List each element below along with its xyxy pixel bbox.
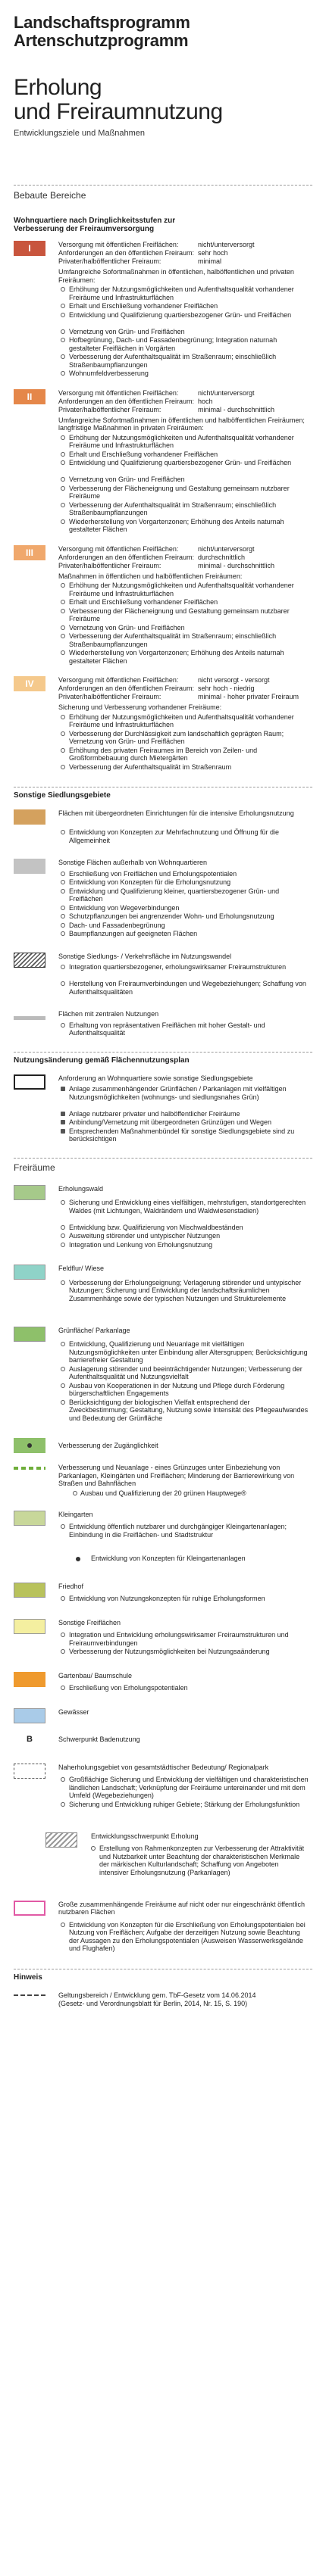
bullet-icon [61, 748, 65, 753]
level-row-key: Versorgung mit öffentlichen Freiflächen: [58, 676, 179, 684]
level-item: Vernetzung von Grün- und Freiflächen [69, 476, 185, 483]
sonstige-item: Integration quartiersbezogener, erholungswirksamer Freiraumstrukturen [69, 963, 287, 971]
sonstige-item: Entwicklung und Qualifizierung kleiner, quartiersbezogener Grün- und Freiflächen [69, 887, 280, 903]
greenway-line-icon [14, 1467, 45, 1470]
nutzung-item: Entsprechenden Maßnahmenbündel für sonstige Siedlungsgebiete sind zu berücksichtigen [69, 1127, 295, 1143]
bullet-icon [61, 731, 65, 736]
level-row [58, 257, 221, 266]
arrow-bullet-icon [76, 1557, 80, 1561]
zugang-dot-icon [27, 1443, 32, 1448]
bullet-icon [61, 583, 65, 588]
level-row-value: nicht/unterversorgt [198, 241, 255, 248]
freiraum-item: Auslagerung störender und beeinträchtigender Nutzungen; Verbesserung der Aufenthaltsqualität und Nutzungsvielfalt [69, 1364, 302, 1380]
freiraum2-item: Großflächige Sicherung und Entwicklung der vielfältigen und charakteristischen ländlichen Landschaft; Verknüpfung der Freiräume untereinander und mit dem Umfeld (Wegebeziehungen) [69, 1776, 309, 1799]
level-row-value: nicht versorgt - versorgt [198, 676, 270, 684]
bullet-icon [61, 1367, 65, 1371]
divider [14, 1052, 312, 1053]
divider [14, 185, 312, 186]
bullet-icon [61, 1342, 65, 1346]
bullet-icon [61, 880, 65, 884]
freiraum2-item: Entwicklung öffentlich nutzbarer und durchgängiger Kleingartenanlagen; Einbindung in die Freiflächen- und Stadtstruktur [69, 1523, 287, 1539]
level-item: Verbesserung der Flächeneignung und Gestaltung gemeinsam nutzbarer Freiräume [69, 607, 290, 622]
level-item: Wiederherstellung von Vorgartenzonen; Erhöhung des Anteils naturnah gestalteter Flächen [69, 649, 284, 665]
freiraum2-title: Gewässer [58, 1707, 89, 1716]
freiraum-item: Ausweitung störender und untypischer Nutzungen [69, 1232, 221, 1240]
level-item: Wiederherstellung von Vorgartenzonen; Erhöhung des Anteils naturnah gestalteter Flächen [69, 517, 284, 533]
freiraum2-item: Verbesserung der Nutzungsmöglichkeiten bei Nutzungsaänderung [69, 1648, 270, 1655]
bullet-icon [61, 1633, 65, 1637]
nutzung-swatch [14, 1074, 45, 1090]
freiraum2-item: Erschließung von Erholungspotentialen [69, 1684, 188, 1692]
level-row [58, 249, 228, 257]
level-intro: Umfangreiche Sofortmaßnahmen in öffentlichen und halböffentlichen Freiräumen; langfristige Maßnahmen in privaten Freiräumen: [58, 416, 305, 432]
level-item: Vernetzung von Grün- und Freiflächen [69, 327, 185, 335]
wohnquartiere-heading-2: Verbesserung der Freiraumversorgung [14, 225, 155, 233]
level-intro: Sicherung und Verbesserung vorhandener Freiräume: [58, 703, 222, 711]
bath-b-icon: B [27, 1735, 33, 1744]
bullet-icon [73, 1491, 77, 1495]
freiraum2-title: Sonstige Freiflächen [58, 1618, 121, 1626]
bullet-icon [61, 830, 65, 834]
level-item: Verbesserung der Aufenthaltsqualität im Straßenraum; einschließlich Straßenbaumpflanzungen [69, 353, 277, 369]
level-item: Erhalt und Erschließung vorhandener Freiflächen [69, 302, 218, 310]
freiraum2-swatch [14, 1583, 45, 1598]
bullet-icon [61, 1649, 65, 1654]
bullet-icon [61, 625, 65, 630]
level-row [58, 398, 213, 406]
sonstige-swatch [14, 1016, 45, 1020]
level-item: Verbesserung der Aufenthaltsqualität im Straßenraum [69, 763, 232, 771]
level-item: Erhöhung des privaten Freiraumes im Bereich von Zeilen- und Großformbebauung durch Mietergärten [69, 746, 258, 762]
nutzung-item: Anbindung/Vernetzung mit übergeordneten Grünzügen und Wegen [69, 1118, 272, 1126]
level-row-value: sehr hoch [198, 249, 228, 257]
sonstige-item: Erhaltung von repräsentativen Freiflächen mit hoher Gestalt- und Aufenthaltsqualität [69, 1021, 265, 1037]
bullet-icon [61, 1524, 65, 1529]
freiraum2-item: Integration und Entwicklung erholungswirksamer Freiraumstrukturen und Freiraumverbindungen [69, 1631, 289, 1647]
bullet-icon [61, 1225, 65, 1230]
bullet-icon [61, 1802, 65, 1807]
bullet-icon [61, 931, 65, 936]
bullet-icon [61, 1923, 65, 1927]
bullet-icon [61, 1686, 65, 1690]
bullet-icon [61, 1243, 65, 1247]
nutzung-item: Anlage zusammenhängender Grünflächen / Parkanlagen mit vielfältigen Nutzungsmöglichkeiten (wohnungs- und siedlungsnahes Grün) [69, 1085, 287, 1101]
bullet-icon [61, 1280, 65, 1285]
level-item: Erhalt und Erschließung vorhandener Freiflächen [69, 450, 218, 458]
level-item: Verbesserung der Durchlässigkeit zum landschaftlich geprägten Raum; Vernetzung von Grün- und Freiflächen [69, 729, 284, 745]
bullet-icon [61, 435, 65, 440]
level-intro: Umfangreiche Sofortmaßnahmen in öffentlichen, halböffentlichen und privaten Freiräumen: [58, 268, 294, 284]
freiraum-swatch [14, 1185, 45, 1200]
level-row-value: minimal - durchschnittlich [198, 405, 275, 413]
freiraum-item: Entwicklung, Qualifizierung und Neuanlage mit vielfältigen Nutzungsmöglichkeiten unter Einbindung aller Altersgruppen; Berücksichtigung barrierefreier Gestaltung [69, 1340, 308, 1364]
level-row [58, 693, 299, 701]
bullet-icon [61, 519, 65, 524]
header-line1: Landschaftsprogramm [14, 13, 190, 32]
bullet-icon [61, 914, 65, 918]
bullet-icon [61, 965, 65, 969]
freiraum2-item: Sicherung und Entwicklung ruhiger Gebiete; Stärkung der Erholungsfunktion [69, 1800, 300, 1808]
level-row-value: nicht/unterversorgt [198, 544, 255, 553]
freiraum2-title: Friedhof [58, 1582, 84, 1590]
freiraum2-swatch [14, 1901, 45, 1916]
bullet-icon [61, 1233, 65, 1238]
level-row-value: minimal - durchschnittlich [198, 561, 275, 569]
level-item: Hofbegrünung, Dach- und Fassadenbegrünung; Integration naturnah gestalteter Freiflächen in Vorgärten [69, 336, 277, 352]
freiraum-item: Berücksichtigung der biologischen Vielfalt entsprechend der Zweckbestimmung; Gestaltung, Nutzung sowie Intensität des Pflegeaufwandes und Bedeutung der Grünfläche [69, 1398, 309, 1422]
freiraum-title: Feldflur/ Wiese [58, 1265, 105, 1272]
bullet-icon [91, 1846, 96, 1851]
bullet-icon [61, 609, 65, 613]
level-row-value: durchschnittlich [198, 553, 246, 561]
bullet-icon [61, 634, 65, 638]
level-row-value: minimal - hoher privater Freiraum [198, 693, 299, 700]
level-row [58, 554, 245, 562]
bullet-icon [61, 486, 65, 491]
freiraum-item: Sicherung und Entwicklung eines vielfältigen, mehrstufigen, standortgerechten Waldes (mit Lichtungen, Waldrändern und Waldwiesenstadien) [69, 1199, 306, 1215]
level-row [58, 685, 255, 693]
section-hinweis: Hinweis [14, 1973, 42, 1982]
wohnquartiere-heading-1: Wohnquartiere nach Dringlichkeitsstufen zur [14, 217, 176, 225]
level-item: Erhöhung der Nutzungsmöglichkeiten und Aufenthaltsqualität vorhandener Freiräume und Infrastrukturflächen [69, 433, 294, 449]
freiraum2-swatch [14, 1511, 45, 1526]
sonstige-item: Dach- und Fassadenbegrünung [69, 921, 165, 929]
hinweis-line2: (Gesetz- und Verordnungsblatt für Berlin, 2014, Nr. 15, S. 190) [58, 1999, 248, 2007]
level-row-key: Anforderungen an den öffentlichen Freiraum: [58, 685, 194, 692]
level-row-key: Versorgung mit öffentlichen Freiflächen: [58, 544, 179, 553]
section-nutzung: Nutzungsänderung gemäß Flächennutzungsplan [14, 1056, 190, 1065]
freiraum-item: Integration und Lenkung von Erholungsnutzung [69, 1240, 213, 1249]
level-swatch-III: III [14, 545, 45, 560]
sonstige-item: Baumpflanzungen auf geeigneten Flächen [69, 930, 198, 937]
header-line2: Artenschutzprogramm [14, 31, 189, 50]
level-row-value: sehr hoch - niedrig [198, 685, 255, 692]
freiraum2-title: Schwerpunkt Badenutzung [58, 1736, 140, 1743]
bullet-icon [61, 1200, 65, 1205]
bullet-icon [61, 906, 65, 910]
level-row-key: Anforderungen an den öffentlichen Freiraum: [58, 249, 194, 257]
bullet-icon [61, 313, 65, 317]
freiraum2-title: Große zusammenhängende Freiräume auf nicht oder nur eingeschränkt öffentlich nutzbaren Flächen [58, 1900, 306, 1916]
bullet-icon [61, 872, 65, 876]
level-row [58, 406, 274, 414]
level-item: Vernetzung von Grün- und Freiflächen [69, 623, 185, 632]
bullet-icon [61, 338, 65, 342]
bullet-icon [61, 889, 65, 893]
page-subtitle: Entwicklungsziele und Maßnahmen [14, 129, 146, 138]
level-item: Verbesserung der Aufenthaltsqualität im Straßenraum; einschließlich Straßenbaumpflanzungen [69, 632, 277, 648]
level-item: Wohnumfeldverbesserung [69, 370, 149, 377]
freiraum2-title: Entwicklung von Konzepten für Kleingartenanlagen [91, 1555, 246, 1562]
divider [14, 1158, 312, 1159]
page-title-line1: Erholung [14, 75, 102, 100]
sonstige-item: Erschließung von Freiflächen und Erholungspotentialen [69, 869, 237, 878]
level-row-value: nicht/unterversorgt [198, 388, 255, 397]
bullet-icon [61, 354, 65, 359]
level-row [58, 562, 274, 570]
nutzung-title: Anforderung an Wohnquartiere sowie sonstige Siedlungsgebiete [58, 1074, 253, 1082]
bullet-icon [61, 1112, 65, 1116]
sonstige-title: Sonstige Flächen außerhalb von Wohnquartieren [58, 859, 207, 866]
bullet-icon [61, 1400, 65, 1405]
nutzung-item: Anlage nutzbarer privater und halböffentlicher Freiräume [69, 1109, 240, 1118]
zugang-title: Verbesserung der Zugänglichkeit [58, 1442, 158, 1449]
freiraum2-title: Kleingarten [58, 1510, 93, 1518]
bullet-icon [61, 650, 65, 655]
level-item: Erhöhung der Nutzungsmöglichkeiten und Aufenthaltsqualität vorhandener Freiräume und Infrastrukturflächen [69, 582, 294, 597]
level-item: Erhöhung der Nutzungsmöglichkeiten und Aufenthaltsqualität vorhandener Freiräume und Infrastrukturflächen [69, 285, 294, 301]
bullet-icon [61, 765, 65, 769]
freiraum2-title: Naherholungsgebiet von gesamtstädtischer Bedeutung/ Regionalpark [58, 1763, 269, 1771]
sonstige-title: Flächen mit übergeordneten Einrichtungen für die intensive Erholungsnutzung [58, 809, 294, 817]
bullet-icon [61, 981, 65, 986]
bullet-icon [61, 1383, 65, 1388]
bullet-icon [61, 600, 65, 604]
bullet-icon [61, 329, 65, 334]
sonstige-swatch [14, 809, 45, 825]
level-item: Erhalt und Erschließung vorhandener Freiflächen [69, 598, 218, 606]
level-row-key: Privater/halböffentlicher Freiraum: [58, 257, 161, 265]
freiraum2-title: Entwicklungsschwerpunkt Erholung [91, 1832, 199, 1840]
level-swatch-II: II [14, 389, 45, 404]
hinweis-line1: Geltungsbereich / Entwicklung gem. TbF-Gesetz vom 14.06.2014 [58, 1991, 256, 1999]
freiraum2-swatch [45, 1832, 77, 1848]
level-item: Entwicklung und Qualifizierung quartiersbezogener Grün- und Freiflächen [69, 310, 292, 319]
freiraum-title: Grünfläche/ Parkanlage [58, 1326, 130, 1334]
level-swatch-IV: IV [14, 676, 45, 691]
freiraum-item: Ausbau von Kooperationen in der Nutzung und Pflege durch Förderung bürgerschaftlichen Engagements [69, 1381, 285, 1397]
freiraum2-swatch [14, 1708, 45, 1723]
freiraum2-swatch [14, 1672, 45, 1687]
freiraum-item: Entwicklung bzw. Qualifizierung von Mischwaldbeständen [69, 1223, 243, 1231]
bullet-icon [61, 1777, 65, 1782]
level-row-key: Privater/halböffentlicher Freiraum: [58, 693, 161, 700]
level-row-key: Versorgung mit öffentlichen Freiflächen: [58, 388, 179, 397]
bullet-icon [61, 923, 65, 928]
sonstige-title: Flächen mit zentralen Nutzungen [58, 1010, 159, 1018]
bullet-icon [61, 1129, 65, 1134]
zugang-text: Verbesserung und Neuanlage - eines Grünzuges unter Einbeziehung von Parkanlagen, Kleingärten und Freiflächen; Minderung der Barrierewirkung von Straßen und Bahnflächen [58, 1464, 295, 1487]
bullet-icon [61, 715, 65, 719]
bullet-icon [61, 503, 65, 507]
level-row [58, 676, 270, 685]
zugang-sub: Ausbau und Qualifizierung der 20 grünen Hauptwege® [80, 1489, 246, 1497]
sonstige-swatch [14, 953, 45, 968]
level-item: Entwicklung und Qualifizierung quartiersbezogener Grün- und Freiflächen [69, 459, 292, 466]
bullet-icon [61, 452, 65, 457]
level-row-value: hoch [198, 397, 213, 405]
bullet-icon [61, 460, 65, 465]
level-swatch-I: I [14, 241, 45, 256]
bullet-icon [61, 477, 65, 482]
level-row-key: Privater/halböffentlicher Freiraum: [58, 561, 161, 569]
sonstige-item: Entwicklung von Konzepten für die Erholungsnutzung [69, 878, 231, 886]
freiraum2-swatch [14, 1619, 45, 1634]
bullet-icon [61, 1023, 65, 1028]
freiraum-swatch [14, 1327, 45, 1342]
section-sonstige: Sonstige Siedlungsgebiete [14, 791, 111, 800]
sonstige-item: Entwicklung von Konzepten zur Mehrfachnutzung und Öffnung für die Allgemeinheit [69, 828, 280, 844]
freiraum2-item: Erstellung von Rahmenkonzepten zur Verbesserung der Attraktivität und Nutzbarkeit unter Beachtung der charakteristischen Merkmale der märkischen Kulturlandschaft; Schaffung von Angeboten intensiver Erholungsnutzung (Parkanlagen) [99, 1845, 305, 1876]
section-freiraeume: Freiräume [14, 1162, 55, 1173]
level-row-key: Privater/halböffentlicher Freiraum: [58, 405, 161, 413]
level-row [58, 545, 255, 554]
bullet-icon [61, 1120, 65, 1124]
boundary-line-icon [14, 1994, 45, 1996]
bullet-icon [61, 1087, 65, 1091]
sonstige-swatch [14, 859, 45, 874]
bullet-icon [61, 371, 65, 376]
freiraum2-item: Entwicklung von Konzepten für die Erschließung von Erholungspotentialen bei Nutzung von Freiflächen; Aufgabe der derzeitigen Nutzung sowie Beachtung der Aussagen zu den Erholungspotentialen (Ausweisen Wasserwerksgelände und Flughafen) [69, 1920, 306, 1952]
level-row [58, 389, 255, 398]
level-intro: Maßnahmen in öffentlichen und halböffentlichen Freiräumen: [58, 572, 243, 580]
sonstige-item: Entwicklung von Wegeverbindungen [69, 903, 180, 912]
sonstige-item: Schutzpflanzungen bei angrenzender Wohn- und Erholungsnutzung [69, 912, 274, 920]
level-row [58, 241, 255, 249]
level-row-key: Anforderungen an den öffentlichen Freiraum: [58, 397, 194, 405]
level-item: Verbesserung der Aufenthaltsqualität im Straßenraum; einschließlich Straßenbaumpflanzungen [69, 501, 277, 516]
bullet-icon [61, 287, 65, 292]
level-row-key: Versorgung mit öffentlichen Freiflächen: [58, 241, 179, 248]
level-row-value: minimal [198, 257, 222, 265]
level-item: Erhöhung der Nutzungsmöglichkeiten und Aufenthaltsqualität vorhandener Freiräume und Infrastrukturflächen [69, 713, 294, 728]
freiraum-title: Erholungswald [58, 1184, 104, 1193]
freiraum2-title: Gartenbau/ Baumschule [58, 1671, 133, 1679]
freiraum-swatch [14, 1265, 45, 1280]
freiraum2-swatch [14, 1764, 45, 1779]
page-title-line2: und Freiraumnutzung [14, 99, 223, 124]
sonstige-title: Sonstige Siedlungs- / Verkehrsfläche im Nutzungswandel [58, 952, 232, 960]
level-item: Verbesserung der Flächeneignung und Gestaltung gemeinsam nutzbarer Freiräume [69, 484, 290, 500]
freiraum-item: Verbesserung der Erholungseignung; Verlagerung störender und untypischer Nutzungen; Sicherung und Entwicklung der landschaftsräumlichen Zusammenhänge sowie der typischen Nutzungen und Strukturelemente [69, 1278, 302, 1302]
bullet-icon [61, 1596, 65, 1601]
bullet-icon [61, 304, 65, 308]
sonstige-item: Herstellung von Freiraumverbindungen und Wegebeziehungen; Schaffung von Aufenthaltsqualitäten [69, 980, 306, 996]
level-row-key: Anforderungen an den öffentlichen Freiraum: [58, 553, 194, 561]
freiraum2-item: Entwicklung von Nutzungskonzepten für ruhige Erholungsformen [69, 1595, 265, 1602]
section-bebaute: Bebaute Bereiche [14, 190, 86, 201]
